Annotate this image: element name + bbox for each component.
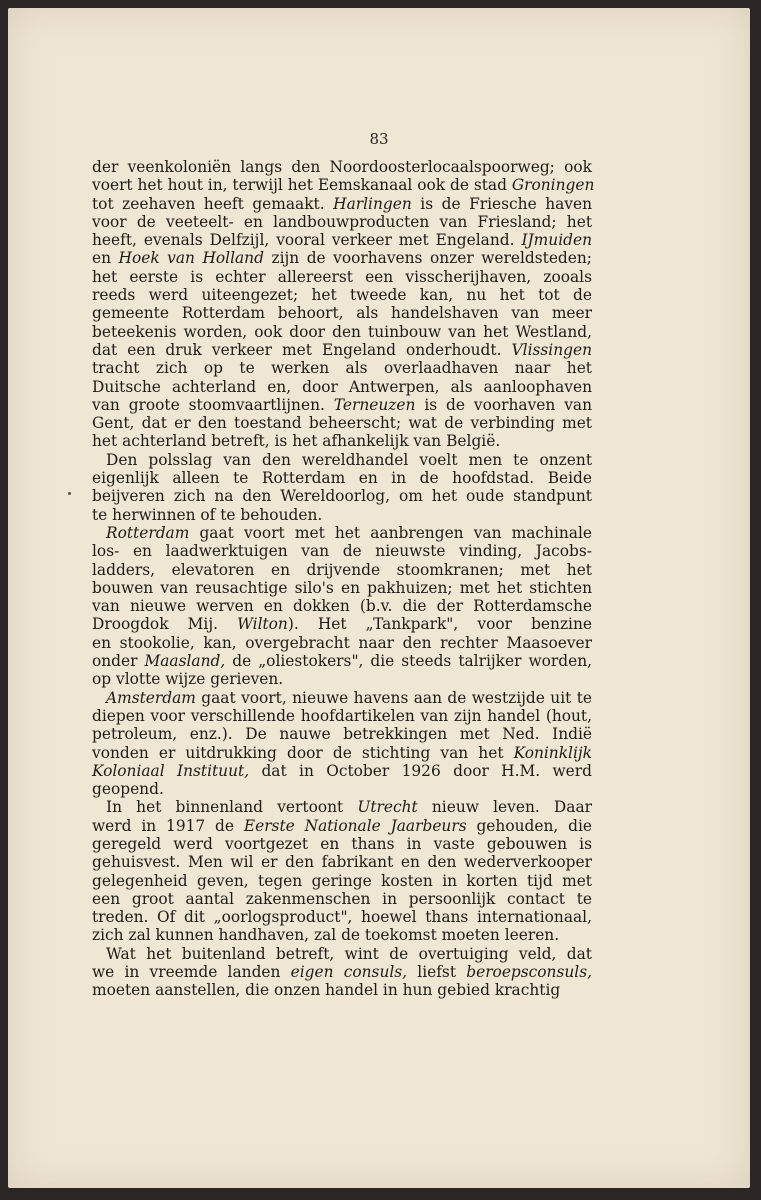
text-line: beteekenis worden, ook door den tuinbouw van het Westland, — [92, 322, 592, 341]
text-line: bouwen van reusachtige silo's en pakhuizen; met het stichten — [92, 578, 592, 597]
book-page — [8, 8, 750, 1188]
text-line: moeten aanstellen, die onzen handel in hun gebied krachtig — [92, 981, 561, 1000]
text-line: het achterland betreft, is het afhankelijk van België. — [92, 432, 501, 451]
text-line: tot zeehaven heeft gemaakt. Harlingen is de Friesche haven — [92, 194, 592, 213]
text-line: zich zal kunnen handhaven, zal de toekomst moeten leeren. — [92, 926, 560, 945]
text-line: voert het hout in, terwijl het Eemskanaal ook de stad Groningen — [92, 176, 595, 195]
text-line: van nieuwe werven en dokken (b.v. die der Rotterdamsche — [92, 597, 592, 616]
text-line: van groote stoomvaartlijnen. Terneuzen is de voorhaven van — [92, 395, 592, 414]
text-line: Duitsche achterland en, door Antwerpen, als aanloophaven — [92, 377, 592, 396]
text-line: der veenkoloniën langs den Noordoosterlocaalspoorweg; ook — [92, 158, 592, 176]
text-line: los- en laadwerktuigen van de nieuwste vinding, Jacobs- — [92, 542, 592, 561]
text-line: reeds werd uiteengezet; het tweede kan, nu het tot de — [92, 286, 592, 305]
italic-term: Vlissingen — [511, 340, 592, 359]
italic-term: Hoek van Holland — [118, 249, 264, 268]
text-line: een groot aantal zakenmenschen in persoonlijk contact te — [92, 889, 592, 908]
italic-term: eigen consuls, — [290, 963, 408, 982]
text-line: Wat het buitenland betreft, wint de overtuiging veld, dat — [106, 944, 592, 963]
text-line: heeft, evenals Delfzijl, vooral verkeer met Engeland. IJmuiden — [92, 231, 592, 250]
text-line: Droogdok Mij. Wilton). Het „Tankpark", voor benzine — [92, 615, 593, 634]
text-line: geopend. — [92, 780, 164, 799]
text-line: voor de veeteelt- en landbouwproducten van Friesland; het — [92, 212, 592, 231]
text-line: In het binnenland vertoont Utrecht nieuw leven. Daar — [106, 798, 592, 817]
text-line: dat een druk verkeer met Engeland onderhoudt. Vlissingen — [92, 340, 592, 359]
italic-term: Koloniaal Instituut, — [92, 761, 250, 780]
text-line: gelegenheid geven, tegen geringe kosten in korten tijd met — [92, 871, 592, 890]
text-line: onder Maasland, de „oliestokers", die steeds talrijker worden, — [92, 652, 593, 671]
italic-term: Koninklijk — [513, 743, 592, 762]
italic-term: Eerste Nationale Jaarbeurs — [243, 816, 467, 835]
text-line: te herwinnen of te behouden. — [92, 505, 323, 524]
text-line: petroleum, enz.). De nauwe betrekkingen met Ned. Indië — [92, 725, 592, 744]
text-line: vonden er uitdrukking door de stichting van het Koninklijk — [92, 743, 592, 762]
text-line: Den polsslag van den wereldhandel voelt men te onzent — [106, 450, 592, 469]
italic-term: IJmuiden — [521, 231, 592, 250]
italic-term: Harlingen — [333, 194, 412, 213]
italic-term: Rotterdam — [106, 523, 190, 542]
text-line: ladders, elevatoren en drijvende stoomkranen; met het — [92, 560, 592, 579]
italic-term: beroepsconsuls, — [466, 963, 592, 982]
text-line: en stookolie, kan, overgebracht naar den rechter Maasoever — [92, 633, 592, 652]
text-line: Rotterdam gaat voort met het aanbrengen van machinale — [106, 523, 592, 542]
text-line: geregeld werd voortgezet en thans in vaste gebouwen is — [92, 834, 592, 853]
text-line: we in vreemde landen eigen consuls, liefst beroepsconsuls, — [92, 963, 592, 982]
text-line: beijveren zich na den Wereldoorlog, om het oude standpunt — [92, 487, 592, 506]
italic-term: Utrecht — [357, 798, 418, 817]
text-line: Gent, dat er den toestand beheerscht; wat de verbinding met — [92, 414, 592, 433]
body-text — [92, 158, 595, 1000]
text-line: eigenlijk alleen te Rotterdam en in de hoofdstad. Beide — [92, 469, 592, 488]
text-line: en Hoek van Holland zijn de voorhavens onzer wereldsteden; — [92, 249, 592, 268]
italic-term: Terneuzen — [333, 395, 416, 414]
page-number: 83 — [369, 130, 389, 148]
italic-term: Groningen — [511, 176, 595, 195]
text-line: tracht zich op te werken als overlaadhaven naar het — [92, 359, 592, 378]
text-line: gemeente Rotterdam behoort, als handelshaven van meer — [92, 304, 592, 323]
italic-term: Amsterdam — [106, 688, 196, 707]
text-line: Koloniaal Instituut, dat in October 1926 door H.M. werd — [92, 761, 592, 780]
text-line: het eerste is echter allereerst een visscherijhaven, zooals — [92, 267, 592, 286]
italic-term: Maasland, — [144, 652, 226, 671]
text-line: gehuisvest. Men wil er den fabrikant en den wederverkooper — [92, 853, 592, 872]
text-line: op vlotte wijze gerieven. — [92, 670, 284, 689]
text-line: diepen voor verschillende hoofdartikelen van zijn handel (hout, — [92, 706, 592, 725]
text-line: werd in 1917 de Eerste Nationale Jaarbeurs gehouden, die — [92, 816, 592, 835]
text-line: Amsterdam gaat voort, nieuwe havens aan de westzijde uit te — [106, 688, 592, 707]
italic-term: Wilton — [237, 615, 288, 634]
margin-dot — [68, 492, 71, 495]
text-line: treden. Of dit „oorlogsproduct", hoewel thans internationaal, — [92, 908, 592, 927]
